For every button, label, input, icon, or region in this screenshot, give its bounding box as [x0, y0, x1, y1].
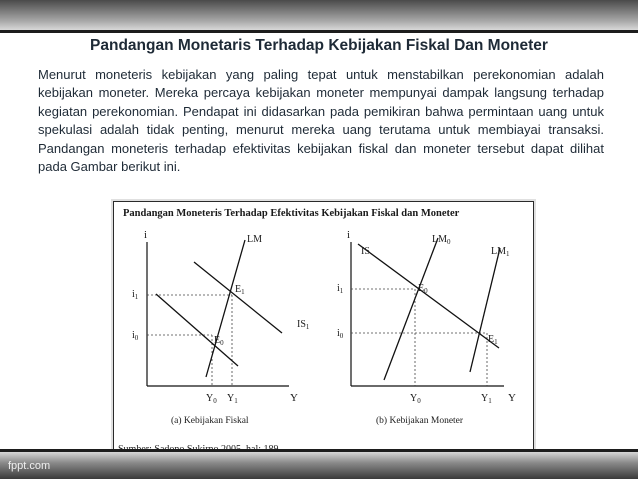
panel-b-e0-label: $E_0$ — [418, 283, 428, 295]
panel-b-caption: (b) Kebijakan Moneter — [376, 416, 464, 426]
brand-logo-text[interactable]: fppt.com — [8, 460, 51, 472]
panel-a-is0-curve — [156, 294, 238, 366]
slide-body-text: Menurut moneteris kebijakan yang paling tepat untuk menstabilkan perekonomian adalah kebijakan moneter. Mereka percaya kebijakan moneter mempunyai dampak langsung terhadap kegiatan perekonomian. Pendapat ini didasarkan pada pemikiran bahwa permintaan uang untuk spekulasi adalah tidak penting, menurut mereka uang terutama untuk membiayai transaksi. Pandangan moneteris terhadap efektivitas kebijakan fiskal dan moneter tersebut dapat dilihat pada Gambar berikut ini. — [38, 67, 604, 175]
panel-b-is-label: IS — [361, 246, 370, 257]
panel-b-y0-label: $Y_0$ — [410, 393, 421, 405]
panel-b-lm1-curve — [470, 248, 500, 372]
figure-graphic — [114, 202, 533, 465]
panel-b-lm0-label: $LM_0$ — [432, 234, 451, 246]
panel-a-y0-label: $Y_0$ — [206, 393, 217, 405]
panel-a-x-label: Y — [290, 392, 298, 404]
top-banner — [0, 0, 638, 30]
figure-title: Pandangan Moneteris Terhadap Efektivitas Kebijakan Fiskal dan Moneter — [123, 208, 460, 219]
panel-a-caption: (a) Kebijakan Fiskal — [171, 416, 249, 426]
panel-b-i0-label: $i_0$ — [337, 328, 344, 340]
panel-a-e1-label: $E_1$ — [235, 284, 245, 296]
panel-b-x-label: Y — [508, 392, 516, 404]
panel-b-lm1-label: $LM_1$ — [491, 246, 510, 258]
panel-b-y1-label: $Y_1$ — [481, 393, 492, 405]
panel-b-y-label: i — [347, 229, 351, 241]
panel-a-is1-label: $IS_1$ — [297, 319, 310, 331]
slide-title: Pandangan Monetaris Terhadap Kebijakan Fiskal Dan Moneter — [90, 37, 548, 54]
panel-b-lm0-curve — [384, 238, 438, 380]
panel-a-lm-curve — [206, 240, 245, 377]
panel-a-y1-label: $Y_1$ — [227, 393, 238, 405]
panel-b-is-curve — [358, 244, 499, 348]
panel-a-is1-curve — [194, 262, 282, 333]
panel-a-i0-label: $i_0$ — [132, 330, 139, 342]
panel-a-y-label: i — [144, 229, 148, 241]
panel-b-i1-label: $i_1$ — [337, 283, 344, 295]
panel-a-e0-label: $E_0$ — [214, 335, 224, 347]
panel-a-lm-label: LM — [247, 234, 262, 245]
panel-b-e1-label: $E_1$ — [488, 334, 498, 346]
economics-figure — [113, 201, 534, 466]
panel-a-i1-label: $i_1$ — [132, 289, 139, 301]
bottom-banner — [0, 452, 638, 479]
top-divider — [0, 30, 638, 33]
